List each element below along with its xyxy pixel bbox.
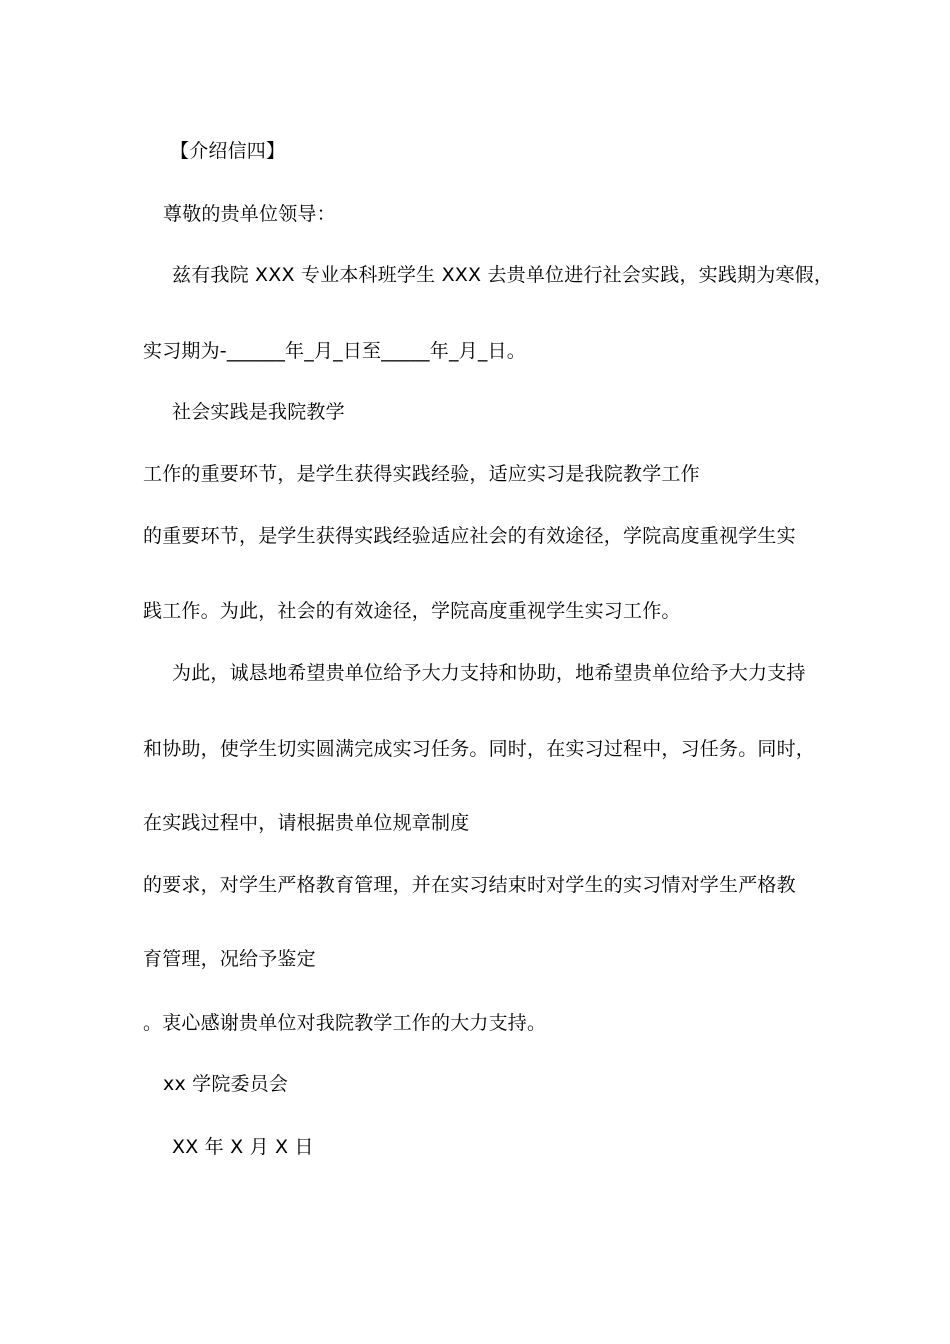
letter-heading: 【介绍信四】: [170, 140, 286, 162]
body-line-11: 育管理，况给予鉴定: [143, 948, 316, 970]
body-line-5: 的重要环节，是学生获得实践经验适应社会的有效途径，学院高度重视学生实: [143, 525, 796, 547]
body-line-3: 社会实践是我院教学: [172, 401, 345, 423]
letter-date: XX 年 X 月 X 日: [172, 1136, 314, 1158]
body-line-10: 的要求，对学生严格教育管理，并在实习结束时对学生的实习情对学生严格教: [143, 874, 796, 896]
body-line-1: 兹有我院 XXX 专业本科班学生 XXX 去贵单位进行社会实践，实践期为寒假，: [172, 264, 834, 286]
body-line-9: 在实践过程中，请根据贵单位规章制度: [143, 812, 470, 834]
letter-signature: xx 学院委员会: [163, 1073, 289, 1095]
body-line-7: 为此，诚恳地希望贵单位给予大力支持和协助，地希望贵单位给予大力支持: [172, 662, 806, 684]
body-line-12: 。衷心感谢贵单位对我院教学工作的大力支持。: [143, 1012, 547, 1034]
body-line-8: 和协助，使学生切实圆满完成实习任务。同时，在实习过程中，习任务。同时，: [143, 738, 816, 760]
body-line-6: 践工作。为此，社会的有效途径，学院高度重视学生实习工作。: [143, 600, 681, 622]
body-line-2: 实习期为-______年_月_日至_____年_月_日。: [143, 340, 526, 362]
body-line-4: 工作的重要环节，是学生获得实践经验，适应实习是我院教学工作: [143, 463, 700, 485]
letter-salutation: 尊敬的贵单位领导：: [163, 203, 336, 225]
